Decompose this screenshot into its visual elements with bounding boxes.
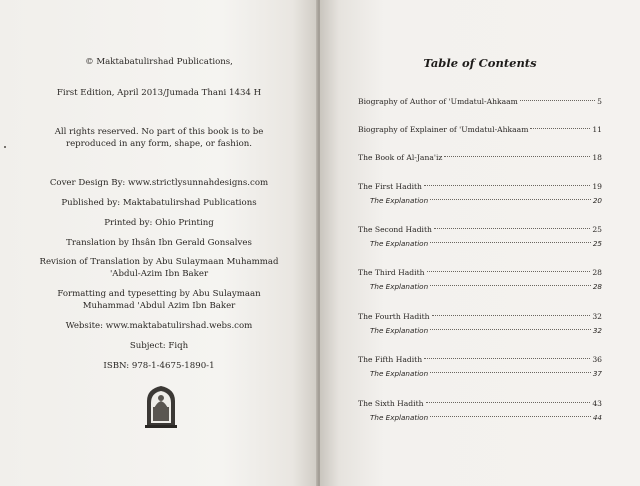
translation-line: Translation by Ihsân Ibn Gerald Gonsalves: [66, 238, 252, 248]
toc-entry-page: 18: [592, 153, 602, 162]
toc-entry-page: 25: [592, 225, 602, 234]
website-line: Website: www.maktabatulirshad.webs.com: [65, 321, 253, 331]
toc-entry: [370, 195, 602, 207]
toc-leader-dots: [426, 402, 591, 403]
toc-leader-dots: [430, 199, 591, 200]
toc-entry-page: 32: [592, 312, 602, 321]
toc-entry: [358, 181, 602, 193]
toc-entry: [370, 412, 602, 424]
printed-by-line: Printed by: Ohio Printing: [104, 218, 214, 228]
toc-entry: [358, 124, 602, 136]
revision-line-1: Revision of Translation by Abu Sulaymaan Muhammad: [39, 257, 279, 267]
revision-line-2: 'Abdul-Azim Ibn Baker: [109, 269, 209, 279]
subject-line: Subject: Fiqh: [129, 341, 189, 351]
toc-entry: [370, 238, 602, 250]
toc-leader-dots: [427, 271, 591, 272]
toc-entry-page: 32: [592, 326, 602, 335]
isbn-line: ISBN: 978-1-4675-1890-1: [103, 361, 215, 371]
toc-leader-dots: [444, 156, 590, 157]
toc-entry-title: Biography of Explainer of 'Umdatul-Ahkaam: [358, 125, 529, 134]
formatting-line-2: Muhammad 'Abdul Azim Ibn Baker: [82, 301, 236, 311]
publisher-mosque-logo-icon: [143, 383, 179, 429]
toc-entry-title: The Explanation: [370, 326, 429, 335]
toc-entry-title: The Second Hadith: [358, 225, 432, 234]
toc-entry-title: The First Hadith: [358, 182, 422, 191]
toc-entry-title: The Book of Al-Jana'iz: [358, 153, 443, 162]
toc-leader-dots: [530, 128, 590, 129]
toc-leader-dots: [424, 358, 590, 359]
toc-leader-dots: [434, 228, 590, 229]
rights-line-2: reproduced in any form, shape, or fashion.: [65, 139, 253, 149]
toc-entry-page: 28: [592, 268, 602, 277]
toc-leader-dots: [430, 285, 591, 286]
toc-entry-page: 20: [592, 196, 602, 205]
toc-entry-page: 28: [592, 282, 602, 291]
toc-leader-dots: [520, 100, 595, 101]
copyright-line: © Maktabatulirshad Publications,: [85, 57, 233, 67]
toc-entry: [358, 311, 602, 323]
paper-speck: [4, 146, 6, 148]
toc-leader-dots: [430, 242, 591, 243]
toc-leader-dots: [430, 329, 591, 330]
toc-entry: [358, 224, 602, 236]
toc-entry-page: 25: [592, 239, 602, 248]
toc-entry-page: 37: [592, 369, 602, 378]
toc-entry: [358, 354, 602, 366]
toc-entry-page: 43: [592, 399, 602, 408]
toc-entry-title: The Explanation: [370, 413, 429, 422]
toc-entry: [358, 96, 602, 108]
toc-entry-page: 36: [592, 355, 602, 364]
cover-design-line: Cover Design By: www.strictlysunnahdesigns.com: [49, 178, 269, 188]
toc-leader-dots: [432, 315, 591, 316]
toc-leader-dots: [430, 416, 591, 417]
copyright-page: [0, 0, 318, 486]
formatting-line-1: Formatting and typesetting by Abu Sulaymaan: [57, 289, 261, 299]
toc-entry-title: The Sixth Hadith: [358, 399, 424, 408]
toc-entry: [370, 281, 602, 293]
toc-entry-page: 44: [592, 413, 602, 422]
toc-entry: [358, 398, 602, 410]
rights-line-1: All rights reserved. No part of this book is to be: [54, 127, 264, 137]
toc-entry-title: The Fourth Hadith: [358, 312, 430, 321]
toc-entry-title: Biography of Author of 'Umdatul-Ahkaam: [358, 97, 518, 106]
published-by-line: Published by: Maktabatulirshad Publications: [61, 198, 257, 208]
toc-entry-page: 5: [597, 97, 602, 106]
toc-entry: [370, 325, 602, 337]
toc-entry-title: The Explanation: [370, 369, 429, 378]
toc-entry-title: The Explanation: [370, 196, 429, 205]
toc-entry-page: 11: [592, 125, 602, 134]
toc-entry-title: The Fifth Hadith: [358, 355, 423, 364]
toc-entry-title: The Explanation: [370, 282, 429, 291]
toc-leader-dots: [424, 185, 590, 186]
toc-entry-title: The Explanation: [370, 239, 429, 248]
toc-title: Table of Contents: [423, 56, 537, 70]
toc-entry: [358, 152, 602, 164]
toc-entry-page: 19: [592, 182, 602, 191]
edition-line: First Edition, April 2013/Jumada Thani 1434 H: [56, 88, 262, 98]
toc-entry: [370, 368, 602, 380]
toc-entry: [358, 267, 602, 279]
toc-leader-dots: [430, 372, 591, 373]
toc-entry-title: The Third Hadith: [358, 268, 425, 277]
